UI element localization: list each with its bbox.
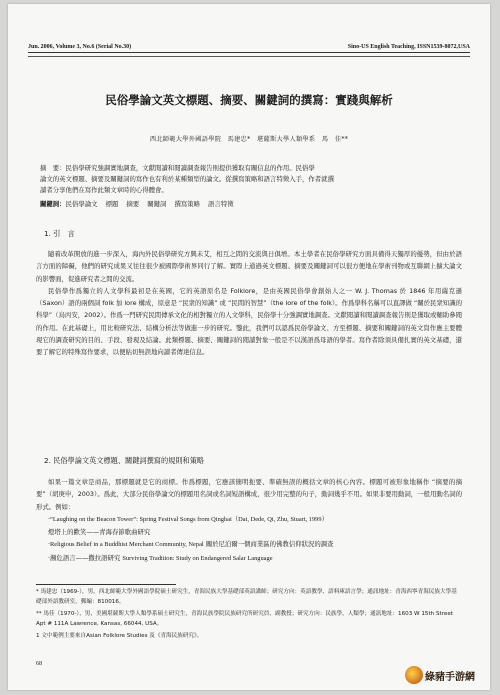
keyword: 摘要 [126,200,140,208]
footnote: 1 文中範例主要來自Asian Folklore Studies 及《青海民族研究》。 [36,633,203,640]
author-line: 西北師範大學外國語學院 馬建忠* 堪薩斯大學人類學系 馬 佳** [149,136,349,143]
section-body [36,248,462,359]
paragraph: 如果一篇文章是商品，那標題就是它的商標。作爲標題，它應該簡明扼要、準確無誤的概括文章的核心內容。標題可被形象地稱作 “摘要的摘要”（胡庚申，2003）。爲此，大部分民俗學論文的標題用名詞或名詞短語構成，很少用完整的句子，動詞幾乎不用。如果非要用動詞，一般用動名詞的形式。例如： [36,478,462,511]
watermark-logo-icon [405,666,423,684]
keyword: 關鍵詞 [147,200,167,208]
example-english: Surviving Tradition: Study on Endangered Salar Language [122,554,273,562]
running-header [28,44,470,53]
example-english: Religious Belief in a Buddhist Merchant Community, Nepal [50,541,204,549]
journal-name: Sino-US English Teaching, ISSN1539-8072,USA [347,44,470,50]
journal-issue: Jun. 2006, Volume 3, No.6 (Serial No.30) [28,44,132,50]
paragraph: 民俗學作爲獨立的人文學科最初是在英國，它的英語原名是 Folklore，是由英國民俗學會創始人之一 W. J. Thomas 於 1846 年用薩克遜（Saxon）語的兩個詞 folk 加 lore 構成，原意是 “民衆的知識” 或 “民間的智慧”（the lore of the folk）。作爲學科名稱可以直譯做 “關於民衆知識的科學”（烏丙安，2002）。作爲一門研究民間傳承文化的相對獨立的人文學科，民俗學十分強調實地調查。文獻閱讀和閱讀調查報告則是獲取或輔助參閱的作用。在此基礎上，用比較研究法、結構分析法等做進一步的研究。鑒此，我們可以認爲民俗學論文、方至標題、摘要和關鍵詞的英文寫作應主要體現它的調查研究的目的、手段、發現及結論。此類標題、摘要、關鍵詞的閱讀對象一般是不以漢語爲母語的學者。寫作者除須具備扎實的英文基礎，還要了解它的特殊寫作要求，以便貼切無誤地向讀者傳達信息。 [36,286,462,357]
page-number: 68 [36,661,42,667]
keywords-label: 關鍵詞： [40,200,66,208]
example-chinese: 燈塔上的歡笑——青海春節歌曲研究 [48,528,151,537]
example-item: ·Religious Belief in a Buddhist Merchant Community, Nepal 關於尼泊爾一個商業區的佛教信仰狀況的調查 [48,540,334,549]
watermark-text: 綠豬手游網 [425,671,475,683]
section-body [36,476,462,565]
footnote: ** 馬佳（1970-），男，美國堪薩斯大學人類學系碩士研究生，青海民族學院民族研究所研究員，副教授；研究方向：民族學，人類學；通訊地址：1603 W 15th Street Apt # 111A Lawrence, Kansas, 66044, USA。 [36,611,454,627]
keywords [40,199,458,208]
abstract-line: 讀者分享他們在寫作此類文章時的心得體會。 [40,186,168,195]
example-item: ·“Laughing on the Beacon Tower”: Spring Festival Songs from Qinghai（Dai, Dede, Qi, Zhu, Stuart, 1999） 燈塔上的歡笑——青海春節歌曲研究 [48,514,328,537]
header-rule [28,56,470,57]
example-english: “Laughing on the Beacon Tower”: Spring Festival Songs from Qinghai（Dai, Dede, Qi, Zhu, Stuart, 1999） [50,515,328,523]
footnote-rule [36,584,176,585]
section-heading: 1. 引 言 [44,229,75,238]
paragraph: 隨着改革開放的進一步深入，海內外民俗學研究方興未艾，相互之間的交流與日俱增。本土學者在民俗學研究方面具備得天獨厚的優勢，但由於語言方面的障礙，他們的研究成果又往往很少被國際學術界同行了解。實際上通過英文標題、摘要及關鍵詞可以很方便地在學術刊物或互聯網上擴大論文的影響面，促進研究者之間的交流。 [36,250,462,283]
abstract-line: 論文的英文標題、摘要及關鍵詞的寫作也有利於某種類型的論文。從撰寫策略和語言特徵入手，作者就撰 [40,175,334,184]
keyword: 民俗學論文 [65,200,98,208]
document-page [8,4,490,690]
example-chinese: 關於尼泊爾一個商業區的佛教信仰狀況的調查 [205,540,334,549]
footnote: * 馬建忠（1969-），男，西北師範大學外國語學院碩士研究生，青海民族大學基礎部英語講師；研究方向：英語教學、語料庫語言學；通訊地址：青海西寧青海民族大學基礎部外語教研室，郵編：810016。 [36,589,457,605]
footnotes [36,588,462,645]
watermark [405,664,497,686]
keyword: 標題 [105,200,119,208]
abstract [40,163,458,197]
section-heading: 2. 民俗學論文英文標題、關鍵詞撰寫的規則和策略 [44,456,205,465]
abstract-line: 摘 要：民俗學研究強調實地調查，文獻閱讀和閱讀調查報告則提供獲取有關信息的作用。民俗學 [40,164,315,172]
keyword: 撰寫策略 [174,200,200,208]
paper-title: 民俗學論文英文標題、摘要、關鍵詞的撰寫：實踐與解析 [105,93,393,107]
example-item: ·瀕危語言——撒拉語研究 Surviving Tradition: Study on Endangered Salar Language [48,553,273,562]
example-chinese: 瀕危語言——撒拉語研究 [50,553,121,562]
keyword: 語言特徵 [208,200,234,208]
